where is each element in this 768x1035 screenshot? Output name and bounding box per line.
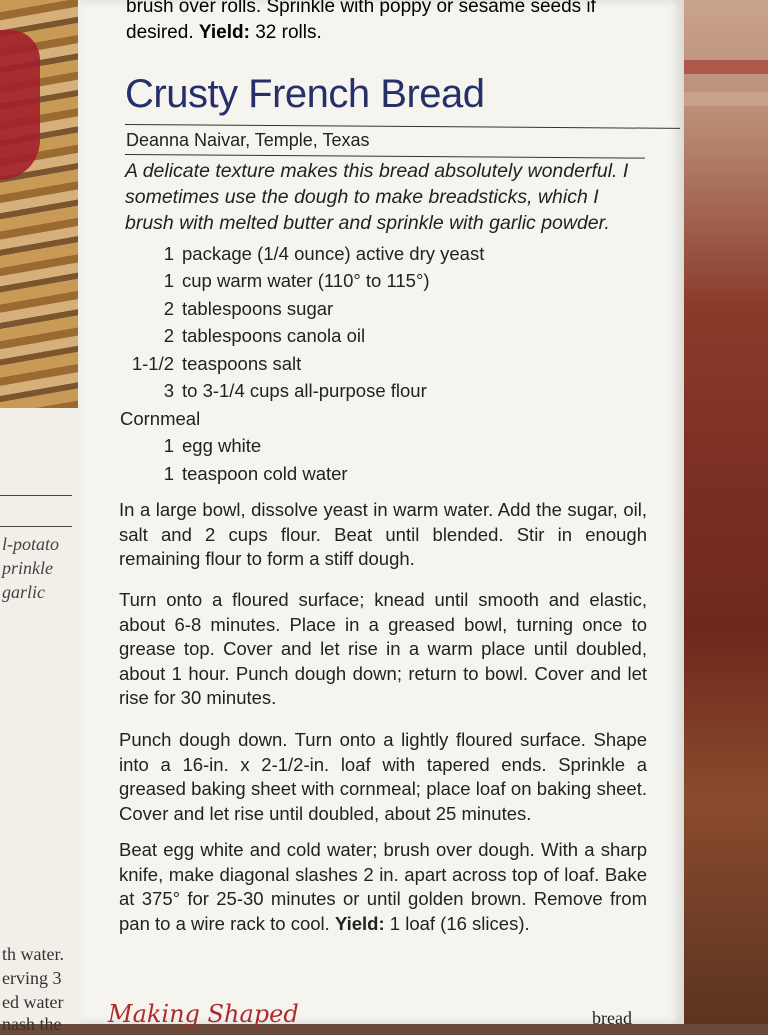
recipe-byline: Deanna Naivar, Temple, Texas bbox=[126, 130, 370, 150]
recipe-page bbox=[80, 0, 684, 1024]
method-step bbox=[119, 838, 647, 936]
recipe-title: Crusty French Bread bbox=[125, 72, 485, 116]
ingredient-qty: 1-1/2 bbox=[131, 352, 174, 374]
ingredient-qty: 2 bbox=[163, 297, 174, 319]
ingredient-text: tablespoons sugar bbox=[182, 297, 334, 319]
left-page-rule bbox=[0, 495, 72, 496]
red-cloth bbox=[0, 30, 40, 180]
yield-label: Yield: bbox=[334, 912, 385, 934]
method-step: In a large bowl, dissolve yeast in warm water. Add the sugar, oil, salt and 2 cups flour. Beat until blended. Stir in enough remaining flour to form a stiff dough. bbox=[119, 499, 647, 569]
basket-photo bbox=[0, 0, 78, 408]
left-page-text: ed water bbox=[2, 992, 64, 1012]
ingredient-text: teaspoons salt bbox=[182, 352, 302, 374]
ingredient-text: teaspoon cold water bbox=[182, 462, 348, 484]
sidebar-text: bread bbox=[592, 1008, 632, 1028]
ingredient-item bbox=[120, 295, 484, 323]
ingredient-item bbox=[120, 405, 484, 433]
ingredient-item bbox=[120, 268, 484, 296]
method-step: Punch dough down. Turn onto a lightly floured surface. Shape into a 16-in. x 2-1/2-in. loaf with tapered ends. Sprinkle a greased baking sheet with cornmeal; place loaf on baking sheet. Cover and let rise until doubled, about 25 minutes. bbox=[119, 729, 647, 824]
ingredient-qty: 1 bbox=[163, 270, 174, 292]
method-step: Turn onto a floured surface; knead until smooth and elastic, about 6-8 minutes. Place in a greased bowl, turning once to grease top. Cover and let rise in a warm place until doubled, about 1 hour. Punch dough down; return to bowl. Cover and let rise for 30 minutes. bbox=[119, 589, 647, 708]
ingredient-text: cup warm water (110° to 115°) bbox=[182, 270, 430, 292]
ingredient-text: egg white bbox=[182, 435, 262, 457]
ingredient-item bbox=[120, 378, 484, 406]
ingredient-qty: 3 bbox=[163, 380, 174, 402]
sidebar-heading: Making Shaped bbox=[108, 1000, 299, 1028]
left-page-rule bbox=[0, 526, 72, 527]
ingredient-item bbox=[120, 323, 484, 351]
previous-recipe-text: brush over rolls. Sprinkle with poppy or sesame seeds if bbox=[126, 0, 596, 17]
left-page-text: garlic bbox=[2, 582, 45, 602]
ingredient-qty: 1 bbox=[163, 242, 174, 264]
left-page-text: erving 3 bbox=[2, 968, 62, 988]
ingredient-text: package (1/4 ounce) active dry yeast bbox=[182, 242, 485, 264]
recipe-intro: A delicate texture makes this bread absolutely wonderful. I sometimes use the dough to make breadsticks, which I brush with melted butter and sprinkle with garlic powder. bbox=[125, 160, 629, 234]
ingredient-text: tablespoons canola oil bbox=[182, 325, 366, 347]
ingredient-item bbox=[120, 433, 484, 461]
ingredient-item bbox=[120, 460, 484, 488]
ingredient-item bbox=[120, 240, 484, 268]
ingredient-item bbox=[120, 350, 484, 378]
previous-yield-label: Yield: bbox=[198, 22, 250, 43]
ingredient-list bbox=[120, 240, 484, 488]
ingredient-qty: 1 bbox=[163, 435, 174, 457]
left-page-background bbox=[0, 0, 80, 1034]
right-background-photo bbox=[684, 0, 768, 1024]
previous-yield-value: 32 rolls. bbox=[249, 22, 322, 43]
cloth-stripe bbox=[684, 60, 768, 74]
left-page-text: l-potato bbox=[2, 534, 59, 554]
ingredient-text: Cornmeal bbox=[120, 407, 201, 429]
left-page-text: prinkle bbox=[2, 558, 53, 578]
left-page-text: nash the bbox=[2, 1014, 62, 1034]
title-rule bbox=[125, 124, 680, 129]
previous-recipe-end bbox=[126, 0, 686, 46]
method-step-text: Beat egg white and cold water; brush over dough. With a sharp knife, make diagonal slashes 2 in. apart across top of loaf. Bake at 375° for 25-30 minutes or until golden brown. Remove from pan to a wire rack to cool. bbox=[119, 839, 647, 934]
yield-value: 1 loaf (16 slices). bbox=[384, 912, 530, 934]
ingredient-text: to 3-1/4 cups all-purpose flour bbox=[182, 380, 427, 402]
ingredient-qty: 1 bbox=[163, 462, 174, 484]
ingredient-qty: 2 bbox=[163, 325, 174, 347]
left-page-text: th water. bbox=[2, 944, 64, 964]
cloth-stripe bbox=[684, 92, 768, 106]
previous-recipe-text-2: desired. bbox=[126, 22, 194, 43]
